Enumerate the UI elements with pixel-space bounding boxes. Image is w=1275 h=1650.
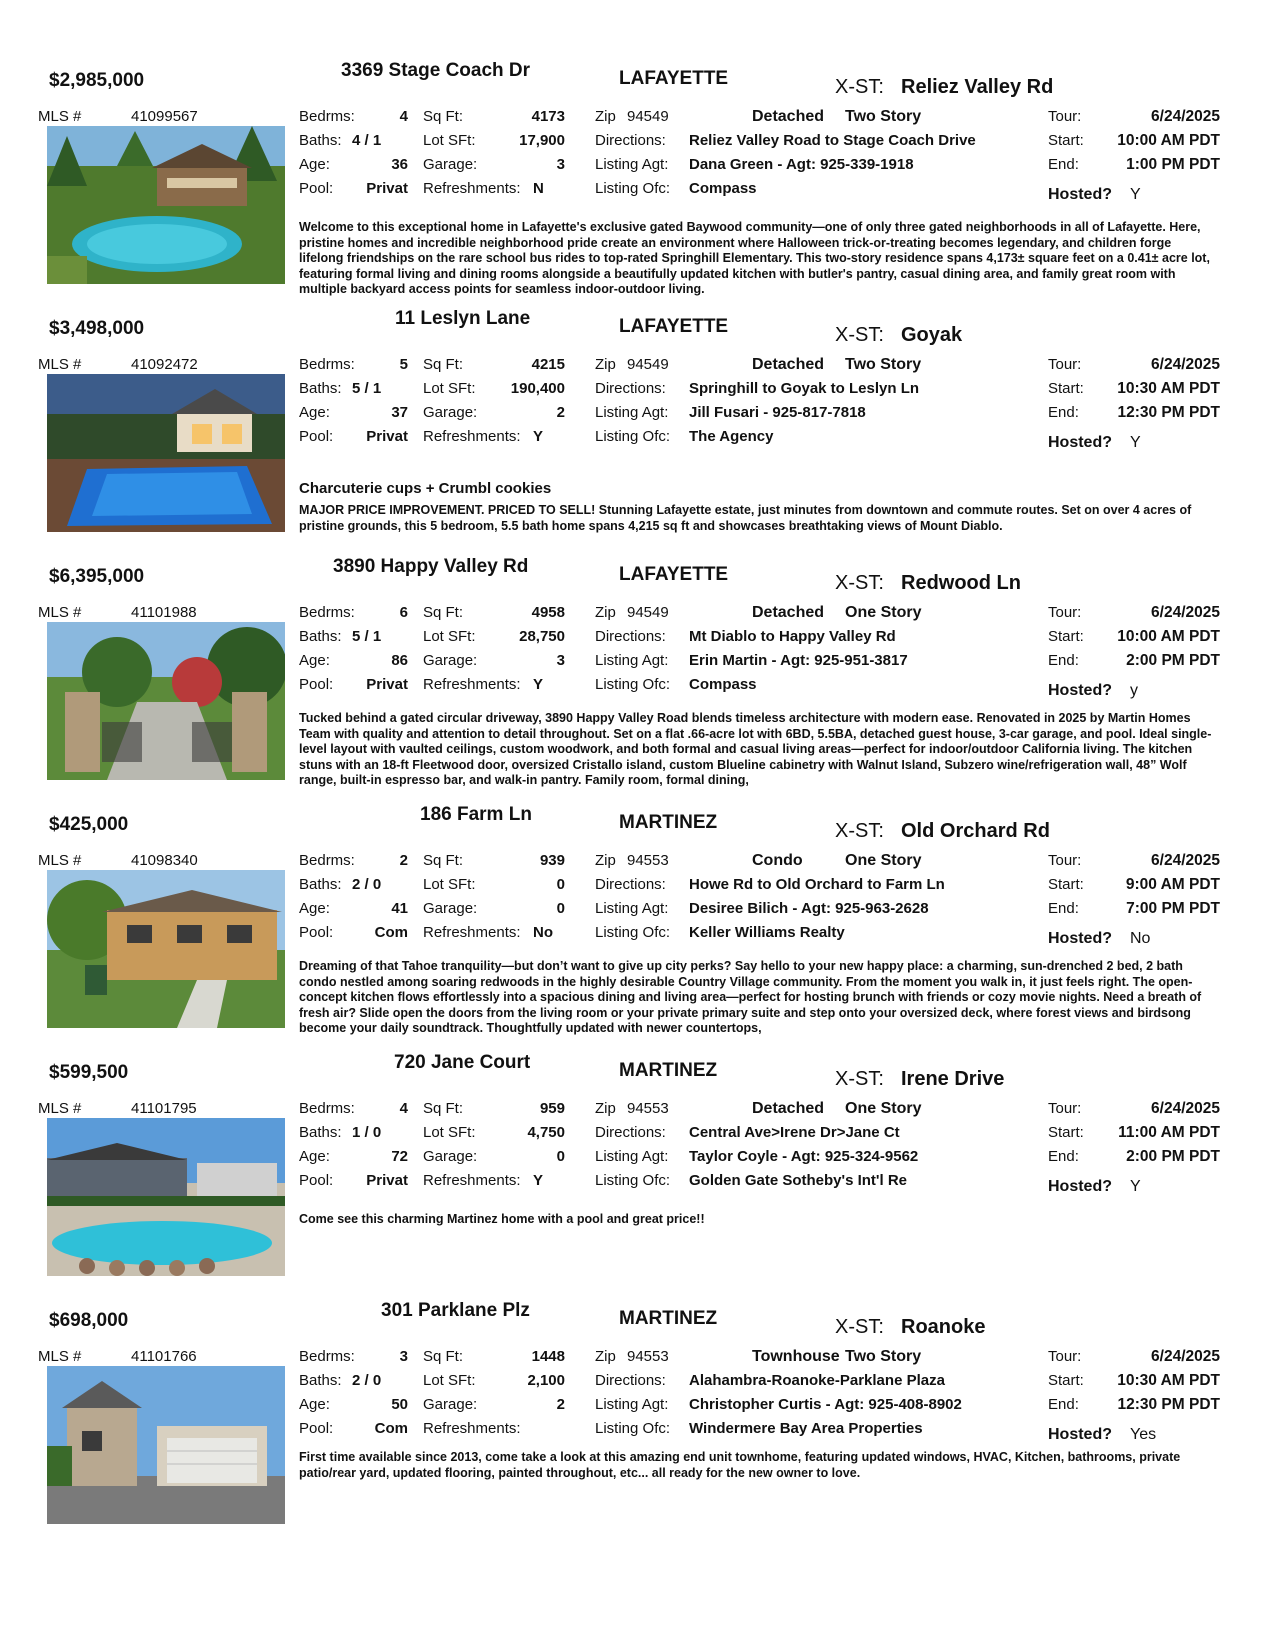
bedrooms-value: 3 <box>399 1348 408 1365</box>
refreshments-value: Y <box>533 676 544 693</box>
listing-price: $599,500 <box>49 1062 129 1083</box>
listing-agent-value: Christopher Curtis - Agt: 925-408-8902 <box>689 1396 962 1413</box>
listing-agent-value: Dana Green - Agt: 925-339-1918 <box>689 156 914 173</box>
listing-city: LAFAYETTE <box>619 316 729 337</box>
baths-label: Baths: <box>299 1124 342 1141</box>
lot-sqft-label: Lot SFt: <box>423 876 476 893</box>
property-stories: Two Story <box>845 1348 922 1365</box>
hosted-value: Y <box>1130 434 1141 451</box>
mls-label: MLS # <box>38 604 82 621</box>
age-label: Age: <box>299 404 330 421</box>
baths-value: 5 / 1 <box>352 380 382 397</box>
cross-street: Redwood Ln <box>901 572 1021 594</box>
bedrooms-label: Bedrms: <box>299 604 355 621</box>
sqft-label: Sq Ft: <box>423 604 464 621</box>
age-value: 37 <box>391 404 408 421</box>
bedrooms-label: Bedrms: <box>299 1348 355 1365</box>
zip-value: 94549 <box>627 604 669 621</box>
end-time: 2:00 PM PDT <box>1126 1148 1220 1165</box>
listing-agent-label: Listing Agt: <box>595 1396 669 1413</box>
bedrooms-value: 6 <box>399 604 408 621</box>
directions-label: Directions: <box>595 876 666 893</box>
cross-street-label: X-ST: <box>835 1068 884 1090</box>
property-stories: One Story <box>845 852 922 869</box>
pool-label: Pool: <box>299 180 334 197</box>
garage-label: Garage: <box>423 1148 478 1165</box>
mls-number: 41101766 <box>131 1348 197 1365</box>
refreshments-label: Refreshments: <box>423 676 521 693</box>
listing-city: MARTINEZ <box>619 1060 718 1081</box>
baths-value: 1 / 0 <box>352 1124 382 1141</box>
tour-date: 6/24/2025 <box>1151 1348 1220 1365</box>
listing <box>0 308 1275 556</box>
condo-building-photo <box>47 870 285 1028</box>
directions-label: Directions: <box>595 628 666 645</box>
sqft-value: 4958 <box>531 604 565 621</box>
zip-label: Zip <box>595 852 616 869</box>
start-label: Start: <box>1048 132 1084 149</box>
garage-value: 0 <box>556 1148 565 1165</box>
listing-office-label: Listing Ofc: <box>595 924 671 941</box>
hosted-value: Y <box>1130 186 1141 203</box>
age-label: Age: <box>299 900 330 917</box>
zip-value: 94553 <box>627 1348 669 1365</box>
listing <box>0 1052 1275 1300</box>
refreshments-label: Refreshments: <box>423 924 521 941</box>
pool-label: Pool: <box>299 1172 334 1189</box>
end-label: End: <box>1048 652 1079 669</box>
zip-label: Zip <box>595 108 616 125</box>
cross-street-label: X-ST: <box>835 820 884 842</box>
lot-sqft-label: Lot SFt: <box>423 1124 476 1141</box>
refreshments-value: No <box>533 924 553 941</box>
baths-label: Baths: <box>299 132 342 149</box>
sqft-value: 4173 <box>531 108 565 125</box>
bedrooms-label: Bedrms: <box>299 356 355 373</box>
tour-date: 6/24/2025 <box>1151 1100 1220 1117</box>
baths-value: 2 / 0 <box>352 876 382 893</box>
garage-value: 0 <box>556 900 565 917</box>
zip-label: Zip <box>595 1100 616 1117</box>
listing-description: Tucked behind a gated circular driveway, 3890 Happy Valley Road blends timeless architecture with modern ease. Renovated in 2025 by Martin Homes Team with quality and attention to detail throughout. Set on a flat .66-acre lot with 6BD, 5.5BA, detached guest house, 3-car garage, and pool. Ideal single-level layout with vaulted ceilings, custom woodwork, and both formal and casual living areas—perfect for indoor/outdoor California living. The kitchen stuns with an 18-ft Fleetwood door, oversized Cristallo island, custom Blueline cabinetry with Walnut Island, Subzero wine/refrigeration wall, 48” Wolf range, built-in espresso bar, and walk-in pantry. Family room, formal dining, <box>299 711 1212 787</box>
gated-driveway-photo <box>47 622 285 780</box>
tour-label: Tour: <box>1048 852 1082 869</box>
pool-value: Privat <box>366 676 408 693</box>
age-value: 72 <box>391 1148 408 1165</box>
lot-sqft-value: 17,900 <box>519 132 565 149</box>
start-label: Start: <box>1048 876 1084 893</box>
listing-office-label: Listing Ofc: <box>595 1172 671 1189</box>
baths-label: Baths: <box>299 628 342 645</box>
mls-number: 41101795 <box>131 1100 197 1117</box>
garage-label: Garage: <box>423 156 478 173</box>
baths-label: Baths: <box>299 876 342 893</box>
pool-value: Privat <box>366 180 408 197</box>
refreshments-label: Refreshments: <box>423 1420 521 1437</box>
listing-agent-value: Jill Fusari - 925-817-7818 <box>689 404 866 421</box>
directions-value: Springhill to Goyak to Leslyn Ln <box>689 380 920 397</box>
mls-label: MLS # <box>38 108 82 125</box>
listing-city: MARTINEZ <box>619 812 718 833</box>
pool-value: Privat <box>366 428 408 445</box>
zip-label: Zip <box>595 604 616 621</box>
listing-agent-label: Listing Agt: <box>595 1148 669 1165</box>
end-time: 12:30 PM PDT <box>1117 404 1220 421</box>
mls-label: MLS # <box>38 356 82 373</box>
tour-label: Tour: <box>1048 108 1082 125</box>
listing-address: 3890 Happy Valley Rd <box>333 556 529 577</box>
directions-label: Directions: <box>595 380 666 397</box>
garage-value: 2 <box>556 404 565 421</box>
listing-office-value: Windermere Bay Area Properties <box>689 1420 923 1437</box>
zip-label: Zip <box>595 1348 616 1365</box>
hosted-label: Hosted? <box>1048 1426 1112 1443</box>
cross-street-label: X-ST: <box>835 76 884 98</box>
bedrooms-label: Bedrms: <box>299 852 355 869</box>
listing-description: MAJOR PRICE IMPROVEMENT. PRICED TO SELL! Stunning Lafayette estate, just minutes from downtown and commute routes. Set on over 4 acres of pristine grounds, this 5 bedroom, 5.5 bath home spans 4,215 sq ft and showcases breathtaking views of Mount Diablo. <box>299 503 1192 533</box>
garage-label: Garage: <box>423 404 478 421</box>
end-time: 1:00 PM PDT <box>1126 156 1220 173</box>
listing-agent-label: Listing Agt: <box>595 156 669 173</box>
start-time: 9:00 AM PDT <box>1125 876 1220 893</box>
end-label: End: <box>1048 156 1079 173</box>
listing-agent-value: Taylor Coyle - Agt: 925-324-9562 <box>689 1148 919 1165</box>
listing <box>0 60 1275 308</box>
refreshments-value: Y <box>533 428 544 445</box>
tour-label: Tour: <box>1048 1100 1082 1117</box>
cross-street: Roanoke <box>901 1316 986 1338</box>
hosted-label: Hosted? <box>1048 1178 1112 1195</box>
sqft-label: Sq Ft: <box>423 1348 464 1365</box>
directions-value: Reliez Valley Road to Stage Coach Drive <box>689 132 976 149</box>
age-value: 41 <box>391 900 408 917</box>
directions-value: Mt Diablo to Happy Valley Rd <box>689 628 896 645</box>
start-time: 11:00 AM PDT <box>1118 1124 1220 1141</box>
directions-label: Directions: <box>595 1124 666 1141</box>
age-value: 50 <box>391 1396 408 1413</box>
listing-office-value: Golden Gate Sotheby's Int'l Re <box>689 1172 907 1189</box>
refreshments-label: Refreshments: <box>423 180 521 197</box>
hosted-value: y <box>1130 682 1138 699</box>
property-type: Condo <box>752 852 803 869</box>
start-label: Start: <box>1048 1372 1084 1389</box>
house-with-pool-photo <box>47 374 285 532</box>
listing-office-label: Listing Ofc: <box>595 180 671 197</box>
zip-value: 94553 <box>627 852 669 869</box>
garage-value: 3 <box>556 156 565 173</box>
listing-city: LAFAYETTE <box>619 564 729 585</box>
sqft-value: 959 <box>539 1100 565 1117</box>
property-stories: One Story <box>845 604 922 621</box>
hosted-value: No <box>1130 930 1151 947</box>
listing <box>0 804 1275 1052</box>
mls-label: MLS # <box>38 1100 82 1117</box>
listing-description: Welcome to this exceptional home in Lafayette's exclusive gated Baywood community—one of only three gated neighborhoods in all of Lafayette. Here, pristine homes and incredible neighborhood pride create an environment where Halloween trick-or-treating becomes legendary, and children forge lifelong friendships on the rare school bus rides to top-rated Springhill Elementary. This two-story residence spans 4,173± square feet on a 0.41± acre lot, featuring formal living and dining rooms alongside a beautifully updated kitchen with butler's pantry, casual dining area, and family great room with multiple backyard access points for seamless indoor-outdoor living. <box>299 220 1210 296</box>
end-time: 7:00 PM PDT <box>1126 900 1220 917</box>
listing-office-value: Keller Williams Realty <box>689 924 845 941</box>
end-label: End: <box>1048 1396 1079 1413</box>
refreshments-value: N <box>533 180 544 197</box>
start-time: 10:00 AM PDT <box>1117 132 1220 149</box>
pool-label: Pool: <box>299 676 334 693</box>
bedrooms-label: Bedrms: <box>299 1100 355 1117</box>
start-time: 10:00 AM PDT <box>1117 628 1220 645</box>
cross-street: Goyak <box>901 324 963 346</box>
listing-address: 720 Jane Court <box>394 1052 531 1073</box>
bedrooms-value: 5 <box>399 356 408 373</box>
pool-label: Pool: <box>299 428 334 445</box>
baths-label: Baths: <box>299 380 342 397</box>
lot-sqft-value: 4,750 <box>527 1124 565 1141</box>
mls-label: MLS # <box>38 852 82 869</box>
baths-value: 2 / 0 <box>352 1372 382 1389</box>
age-value: 36 <box>391 156 408 173</box>
listing-address: 11 Leslyn Lane <box>395 308 531 329</box>
property-type: Detached <box>752 356 825 373</box>
end-time: 12:30 PM PDT <box>1117 1396 1220 1413</box>
directions-label: Directions: <box>595 1372 666 1389</box>
start-label: Start: <box>1048 628 1084 645</box>
zip-value: 94553 <box>627 1100 669 1117</box>
tour-date: 6/24/2025 <box>1151 604 1220 621</box>
listing-office-value: The Agency <box>689 428 774 445</box>
hosted-label: Hosted? <box>1048 930 1112 947</box>
garage-value: 2 <box>556 1396 565 1413</box>
listing-city: MARTINEZ <box>619 1308 718 1329</box>
baths-value: 4 / 1 <box>352 132 382 149</box>
tour-date: 6/24/2025 <box>1151 852 1220 869</box>
backyard-pool-photo <box>47 1118 285 1276</box>
listing-description: Dreaming of that Tahoe tranquility—but don’t want to give up city perks? Say hello to your new happy place: a charming, sun-drenched 2 bed, 2 bath condo nestled among soaring redwoods in the highly desirable Country Village community. From the moment you walk in, it just feels right. The open-concept kitchen flows effortlessly into a spacious dining and living area—perfect for hosting brunch with friends or cozy movie nights. Need a breath of fresh air? Slide open the doors from the living room or your private primary suite and step onto your oversized deck, where forest views and birdsong become your daily soundtrack. Thoughtfully updated with newer countertops, <box>299 959 1202 1035</box>
townhouse-garage-photo <box>47 1366 285 1524</box>
zip-label: Zip <box>595 356 616 373</box>
end-label: End: <box>1048 1148 1079 1165</box>
bedrooms-value: 4 <box>399 108 408 125</box>
listing-agent-label: Listing Agt: <box>595 900 669 917</box>
property-type: Detached <box>752 604 825 621</box>
hosted-label: Hosted? <box>1048 434 1112 451</box>
hosted-label: Hosted? <box>1048 682 1112 699</box>
sqft-label: Sq Ft: <box>423 1100 464 1117</box>
hosted-value: Y <box>1130 1178 1141 1195</box>
baths-label: Baths: <box>299 1372 342 1389</box>
cross-street: Old Orchard Rd <box>901 820 1050 842</box>
bedrooms-label: Bedrms: <box>299 108 355 125</box>
lot-sqft-label: Lot SFt: <box>423 380 476 397</box>
listing-city: LAFAYETTE <box>619 68 729 89</box>
refreshments-label: Refreshments: <box>423 428 521 445</box>
bedrooms-value: 2 <box>399 852 408 869</box>
property-stories: One Story <box>845 1100 922 1117</box>
cross-street: Reliez Valley Rd <box>901 76 1054 98</box>
listing-price: $6,395,000 <box>49 566 145 587</box>
start-time: 10:30 AM PDT <box>1117 1372 1220 1389</box>
refreshments-label: Refreshments: <box>423 1172 521 1189</box>
listing-office-label: Listing Ofc: <box>595 428 671 445</box>
listing-description: Come see this charming Martinez home with a pool and great price!! <box>299 1212 705 1226</box>
pool-value: Com <box>374 1420 408 1437</box>
lot-sqft-label: Lot SFt: <box>423 1372 476 1389</box>
end-label: End: <box>1048 404 1079 421</box>
mls-number: 41098340 <box>131 852 198 869</box>
property-type: Detached <box>752 1100 825 1117</box>
listing-price: $2,985,000 <box>49 70 145 91</box>
hosted-value: Yes <box>1130 1426 1157 1443</box>
lot-sqft-label: Lot SFt: <box>423 628 476 645</box>
pool-value: Privat <box>366 1172 408 1189</box>
age-label: Age: <box>299 1148 330 1165</box>
bedrooms-value: 4 <box>399 1100 408 1117</box>
listing-office-value: Compass <box>689 180 757 197</box>
listing-agent-label: Listing Agt: <box>595 404 669 421</box>
listing-description: First time available since 2013, come take a look at this amazing end unit townhome, featuring updated windows, HVAC, Kitchen, bathrooms, private patio/rear yard, updated flooring, painted throughout, etc... all ready for the new owner to love. <box>299 1450 1181 1480</box>
age-label: Age: <box>299 156 330 173</box>
age-label: Age: <box>299 1396 330 1413</box>
tour-date: 6/24/2025 <box>1151 356 1220 373</box>
age-value: 86 <box>391 652 408 669</box>
pool-value: Com <box>374 924 408 941</box>
listing-address: 186 Farm Ln <box>420 804 532 825</box>
lot-sqft-value: 28,750 <box>519 628 565 645</box>
property-type: Townhouse <box>752 1348 840 1365</box>
start-label: Start: <box>1048 380 1084 397</box>
garage-label: Garage: <box>423 900 478 917</box>
start-label: Start: <box>1048 1124 1084 1141</box>
end-label: End: <box>1048 900 1079 917</box>
sqft-value: 1448 <box>531 1348 565 1365</box>
sqft-label: Sq Ft: <box>423 356 464 373</box>
garage-value: 3 <box>556 652 565 669</box>
cross-street-label: X-ST: <box>835 324 884 346</box>
age-label: Age: <box>299 652 330 669</box>
sqft-value: 939 <box>539 852 565 869</box>
property-stories: Two Story <box>845 356 922 373</box>
garage-label: Garage: <box>423 1396 478 1413</box>
cross-street-label: X-ST: <box>835 1316 884 1338</box>
listing-agent-value: Desiree Bilich - Agt: 925-963-2628 <box>689 900 929 917</box>
listing <box>0 556 1275 804</box>
lot-sqft-value: 2,100 <box>527 1372 565 1389</box>
pool-label: Pool: <box>299 924 334 941</box>
listing-office-label: Listing Ofc: <box>595 1420 671 1437</box>
mls-number: 41099567 <box>131 108 198 125</box>
directions-value: Howe Rd to Old Orchard to Farm Ln <box>689 876 945 893</box>
directions-value: Central Ave>Irene Dr>Jane Ct <box>689 1124 900 1141</box>
mls-label: MLS # <box>38 1348 82 1365</box>
tour-label: Tour: <box>1048 604 1082 621</box>
lot-sqft-value: 190,400 <box>510 380 565 397</box>
cross-street-label: X-ST: <box>835 572 884 594</box>
listing-agent-label: Listing Agt: <box>595 652 669 669</box>
property-type: Detached <box>752 108 825 125</box>
refreshments-note: Charcuterie cups + Crumbl cookies <box>299 480 552 497</box>
hosted-label: Hosted? <box>1048 186 1112 203</box>
sqft-label: Sq Ft: <box>423 108 464 125</box>
mls-number: 41101988 <box>131 604 197 621</box>
listing-address: 301 Parklane Plz <box>381 1300 530 1321</box>
listing-address: 3369 Stage Coach Dr <box>341 60 531 81</box>
start-time: 10:30 AM PDT <box>1117 380 1220 397</box>
listing <box>0 1300 1275 1548</box>
sqft-label: Sq Ft: <box>423 852 464 869</box>
house-with-pool-photo <box>47 126 285 284</box>
pool-label: Pool: <box>299 1420 334 1437</box>
refreshments-value: Y <box>533 1172 544 1189</box>
cross-street: Irene Drive <box>901 1068 1005 1090</box>
zip-value: 94549 <box>627 108 669 125</box>
directions-label: Directions: <box>595 132 666 149</box>
listing-price: $425,000 <box>49 814 129 835</box>
mls-number: 41092472 <box>131 356 198 373</box>
listing-office-label: Listing Ofc: <box>595 676 671 693</box>
listing-agent-value: Erin Martin - Agt: 925-951-3817 <box>689 652 908 669</box>
property-stories: Two Story <box>845 108 922 125</box>
end-time: 2:00 PM PDT <box>1126 652 1220 669</box>
lot-sqft-label: Lot SFt: <box>423 132 476 149</box>
lot-sqft-value: 0 <box>556 876 565 893</box>
tour-label: Tour: <box>1048 356 1082 373</box>
listing-price: $3,498,000 <box>49 318 145 339</box>
directions-value: Alahambra-Roanoke-Parklane Plaza <box>689 1372 945 1389</box>
listing-price: $698,000 <box>49 1310 129 1331</box>
tour-date: 6/24/2025 <box>1151 108 1220 125</box>
listing-office-value: Compass <box>689 676 757 693</box>
garage-label: Garage: <box>423 652 478 669</box>
tour-label: Tour: <box>1048 1348 1082 1365</box>
baths-value: 5 / 1 <box>352 628 382 645</box>
zip-value: 94549 <box>627 356 669 373</box>
sqft-value: 4215 <box>531 356 565 373</box>
